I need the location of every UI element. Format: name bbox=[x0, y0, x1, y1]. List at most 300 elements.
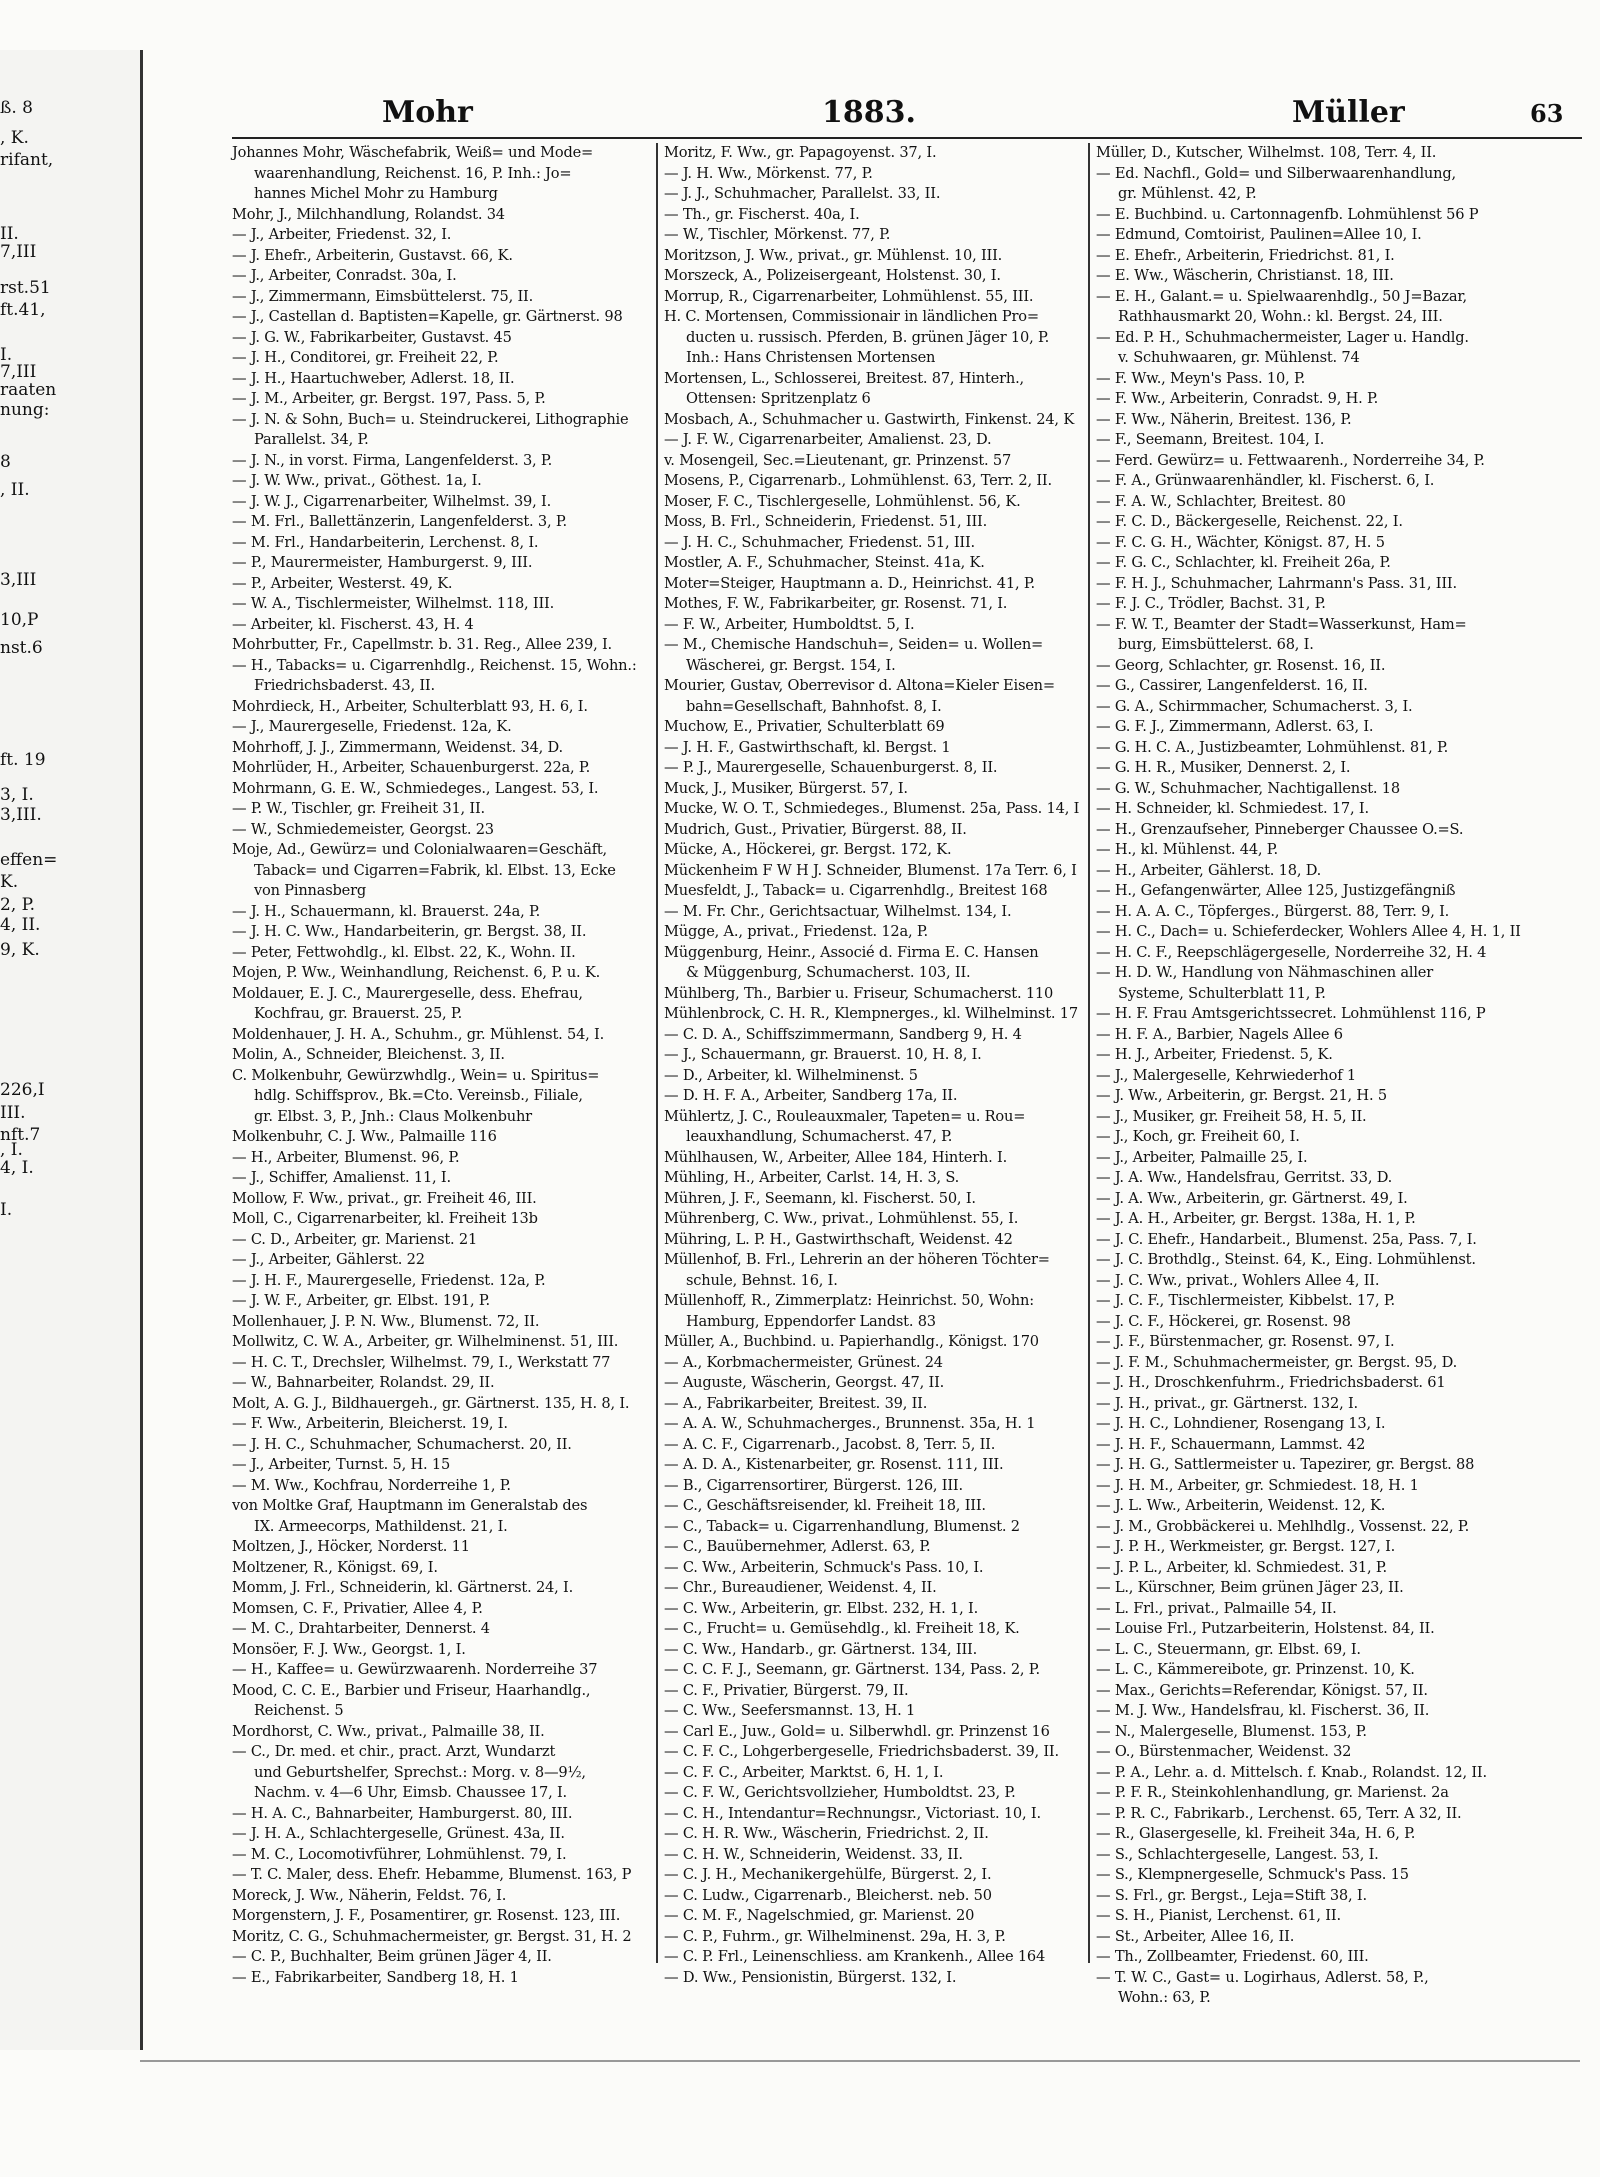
directory-entry: — J. H. A., Schlachtergeselle, Grünest. 43a, II. bbox=[232, 1825, 565, 1842]
directory-entry: — C., Dr. med. et chir., pract. Arzt, Wundarzt bbox=[232, 1743, 556, 1760]
directory-entry: — C., Taback= u. Cigarrenhandlung, Blumenst. 2 bbox=[664, 1517, 1020, 1535]
directory-entry: — C. Ww., Arbeiterin, gr. Elbst. 232, H. 1, I. bbox=[664, 1599, 979, 1617]
directory-entry: Mostler, A. F., Schuhmacher, Steinst. 41a, K. bbox=[664, 554, 985, 571]
directory-entry: — J. H. M., Arbeiter, gr. Schmiedest. 18, H. 1 bbox=[1096, 1476, 1419, 1494]
directory-entry: — N., Malergeselle, Blumenst. 153, P. bbox=[1096, 1722, 1367, 1740]
directory-entry: — M. Frl., Ballettänzerin, Langenfelderst. 3, P. bbox=[232, 513, 567, 530]
margin-fragment: nft.7 bbox=[0, 1125, 41, 1145]
directory-entry: — St., Arbeiter, Allee 16, II. bbox=[1096, 1927, 1295, 1945]
directory-entry: — G., Cassirer, Langenfelderst. 16, II. bbox=[1096, 677, 1368, 694]
directory-entry: Mohrmann, G. E. W., Schmiedeges., Langest. 53, I. bbox=[232, 779, 599, 797]
directory-entry: — J. H., Schauermann, kl. Brauerst. 24a, P. bbox=[232, 902, 541, 920]
directory-entry: Moll, C., Cigarrenarbeiter, kl. Freiheit 13b bbox=[232, 1210, 538, 1227]
directory-entry: — G. H. R., Musiker, Dennerst. 2, I. bbox=[1096, 759, 1351, 776]
directory-entry: — Ferd. Gewürz= u. Fettwaarenh., Norderreihe 34, P. bbox=[1096, 451, 1485, 469]
directory-entry: — J., Arbeiter, Gählerst. 22 bbox=[232, 1251, 425, 1268]
directory-entry: — W., Bahnarbeiter, Rolandst. 29, II. bbox=[232, 1374, 495, 1391]
directory-entry: Mohrbutter, Fr., Capellmstr. b. 31. Reg., Allee 239, I. bbox=[232, 636, 612, 653]
directory-entry: Mücke, A., Höckerei, gr. Bergst. 172, K. bbox=[664, 841, 952, 858]
directory-entry: — W., Tischler, Mörkenst. 77, P. bbox=[664, 226, 891, 243]
margin-fragment: 3, I. bbox=[0, 785, 34, 805]
directory-entry: — J., Castellan d. Baptisten=Kapelle, gr. Gärtnerst. 98 bbox=[232, 308, 623, 325]
margin-fragment: 8 bbox=[0, 452, 11, 472]
entry-continuation: gr. Elbst. 3, P., Jnh.: Claus Molkenbuhr bbox=[254, 1107, 532, 1125]
page-bottom-edge bbox=[140, 2060, 1580, 2062]
directory-entry: — C., Frucht= u. Gemüsehdlg., kl. Freiheit 18, K. bbox=[664, 1620, 1020, 1637]
margin-fragment: rst.51 bbox=[0, 278, 51, 298]
directory-entry: Momsen, C. F., Privatier, Allee 4, P. bbox=[232, 1599, 483, 1617]
directory-entry: — F. H. J., Schuhmacher, Lahrmann's Pass. 31, III. bbox=[1096, 574, 1457, 592]
directory-entry: — C. F. C., Arbeiter, Marktst. 6, H. 1, I. bbox=[664, 1763, 944, 1781]
directory-entry: Müggenburg, Heinr., Associé d. Firma E. C. Hansen bbox=[664, 943, 1039, 961]
directory-entry: — J., Schauermann, gr. Brauerst. 10, H. 8, I. bbox=[664, 1046, 982, 1063]
entry-continuation: gr. Mühlenst. 42, P. bbox=[1118, 185, 1257, 202]
page-number: 63 bbox=[1530, 99, 1564, 128]
directory-entry: — F., Seemann, Breitest. 104, I. bbox=[1096, 431, 1325, 448]
margin-fragment: 9, K. bbox=[0, 940, 40, 960]
header-rule bbox=[232, 137, 1582, 139]
directory-entry: — Carl E., Juw., Gold= u. Silberwhdl. gr. Prinzenst 16 bbox=[664, 1722, 1050, 1740]
directory-entry: — Th., Zollbeamter, Friedenst. 60, III. bbox=[1096, 1948, 1369, 1965]
directory-entry: — J. H. F., Maurergeselle, Friedenst. 12a, P. bbox=[232, 1271, 546, 1289]
entry-continuation: bahn=Gesellschaft, Bahnhofst. 8, I. bbox=[686, 697, 942, 715]
directory-entry: — S. Frl., gr. Bergst., Leja=Stift 38, I. bbox=[1096, 1886, 1367, 1904]
header-year: 1883. bbox=[822, 95, 916, 130]
directory-entry: — J. H. G., Sattlermeister u. Tapezirer, gr. Bergst. 88 bbox=[1096, 1456, 1475, 1473]
directory-entry: — E., Fabrikarbeiter, Sandberg 18, H. 1 bbox=[232, 1968, 519, 1986]
directory-entry: Mügge, A., privat., Friedenst. 12a, P. bbox=[664, 923, 928, 940]
directory-entry: Mood, C. C. E., Barbier und Friseur, Haarhandlg., bbox=[232, 1681, 591, 1699]
directory-entry: Mohrlüder, H., Arbeiter, Schauenburgerst. 22a, P. bbox=[232, 759, 591, 776]
directory-entry: — A., Fabrikarbeiter, Breitest. 39, II. bbox=[664, 1394, 928, 1412]
directory-entry: Moritz, C. G., Schuhmachermeister, gr. Bergst. 31, H. 2 bbox=[232, 1927, 632, 1945]
directory-entry: — W. A., Tischlermeister, Wilhelmst. 118, III. bbox=[232, 595, 555, 612]
directory-entry: — J., Malergeselle, Kehrwiederhof 1 bbox=[1096, 1066, 1356, 1084]
directory-entry: — C. M. F., Nagelschmied, gr. Marienst. 20 bbox=[664, 1907, 975, 1924]
directory-entry: — M. J. Ww., Handelsfrau, kl. Fischerst. 36, II. bbox=[1096, 1702, 1430, 1719]
directory-entry: Morrup, R., Cigarrenarbeiter, Lohmühlenst. 55, III. bbox=[664, 287, 1034, 305]
directory-entry: Mückenheim F W H J. Schneider, Blumenst. 17a Terr. 6, I bbox=[664, 861, 1077, 879]
entry-continuation: burg, Eimsbüttelerst. 68, I. bbox=[1118, 636, 1314, 653]
directory-entry: Müller, D., Kutscher, Wilhelmst. 108, Terr. 4, II. bbox=[1096, 144, 1437, 161]
entry-continuation: Wohn.: 63, P. bbox=[1118, 1989, 1211, 2006]
margin-fragment: 7,III bbox=[0, 242, 37, 262]
header-left-keyword: Mohr bbox=[382, 95, 473, 130]
directory-entry: — J., Musiker, gr. Freiheit 58, H. 5, II. bbox=[1096, 1107, 1367, 1125]
directory-entry: — G. A., Schirmmacher, Schumacherst. 3, I. bbox=[1096, 697, 1413, 715]
directory-entry: — A. D. A., Kistenarbeiter, gr. Rosenst. 111, III. bbox=[664, 1456, 1004, 1473]
directory-entry: — J. H. F., Schauermann, Lammst. 42 bbox=[1096, 1435, 1366, 1453]
directory-entry: — J. F. W., Cigarrenarbeiter, Amalienst. 23, D. bbox=[664, 431, 992, 448]
directory-entry: — J. C. F., Tischlermeister, Kibbelst. 17, P. bbox=[1096, 1292, 1395, 1309]
directory-entry: — C. P. Frl., Leinenschliess. am Krankenh., Allee 164 bbox=[664, 1948, 1046, 1965]
directory-entry: — F. W. T., Beamter der Stadt=Wasserkunst, Ham= bbox=[1096, 615, 1467, 633]
directory-entry: — Chr., Bureaudiener, Weidenst. 4, II. bbox=[664, 1579, 937, 1596]
directory-entry: — J. P. H., Werkmeister, gr. Bergst. 127, I. bbox=[1096, 1538, 1396, 1555]
directory-entry: — H. D. W., Handlung von Nähmaschinen aller bbox=[1096, 964, 1434, 981]
directory-entry: Moritz, F. Ww., gr. Papagoyenst. 37, I. bbox=[664, 144, 937, 161]
directory-entry: — F. Ww., Näherin, Breitest. 136, P. bbox=[1096, 410, 1352, 428]
directory-entry: Morszeck, A., Polizeisergeant, Holstenst. 30, I. bbox=[664, 267, 1001, 284]
directory-entry: — J. H., Haartuchweber, Adlerst. 18, II. bbox=[232, 369, 515, 387]
directory-entry: — J. W. J., Cigarrenarbeiter, Wilhelmst. 39, I. bbox=[232, 492, 552, 510]
directory-entry: — G. W., Schuhmacher, Nachtigallenst. 18 bbox=[1096, 779, 1400, 797]
directory-entry: — J. A. Ww., Handelsfrau, Gerritst. 33, D. bbox=[1096, 1169, 1393, 1186]
directory-entry: — F. W., Arbeiter, Humboldtst. 5, I. bbox=[664, 615, 915, 633]
entry-continuation: Taback= und Cigarren=Fabrik, kl. Elbst. 13, Ecke bbox=[254, 861, 616, 879]
directory-entry: — H., Kaffee= u. Gewürzwaarenh. Norderreihe 37 bbox=[232, 1661, 598, 1678]
entry-continuation: und Geburtshelfer, Sprechst.: Morg. v. 8—9½, bbox=[254, 1763, 586, 1781]
directory-entry: — M., Chemische Handschuh=, Seiden= u. Wollen= bbox=[664, 636, 1044, 653]
directory-entry: Moreck, J. Ww., Näherin, Feldst. 76, I. bbox=[232, 1886, 507, 1904]
margin-fragment: 4, II. bbox=[0, 915, 41, 935]
directory-entry: — J. F. M., Schuhmachermeister, gr. Bergst. 95, D. bbox=[1096, 1353, 1458, 1371]
directory-entry: — J. W. F., Arbeiter, gr. Elbst. 191, P. bbox=[232, 1292, 490, 1309]
directory-entry: — B., Cigarrensortirer, Bürgerst. 126, III. bbox=[664, 1476, 963, 1494]
margin-fragment: 2, P. bbox=[0, 895, 36, 915]
directory-entry: — H. F. Frau Amtsgerichtssecret. Lohmühlenst 116, P bbox=[1096, 1005, 1486, 1022]
directory-entry: — C. F. C., Lohgerbergeselle, Friedrichsbaderst. 39, II. bbox=[664, 1743, 1059, 1760]
directory-entry: — C. D., Arbeiter, gr. Marienst. 21 bbox=[232, 1230, 478, 1248]
directory-entry: Muesfeldt, J., Taback= u. Cigarrenhdlg., Breitest 168 bbox=[664, 882, 1048, 899]
directory-entry: — H. C. T., Drechsler, Wilhelmst. 79, I., Werkstatt 77 bbox=[232, 1353, 611, 1371]
directory-entry: — J. H., Droschkenfuhrm., Friedrichsbaderst. 61 bbox=[1096, 1374, 1446, 1391]
directory-entry: — C., Bauübernehmer, Adlerst. 63, P. bbox=[664, 1538, 931, 1555]
directory-entry: — J. L. Ww., Arbeiterin, Weidenst. 12, K. bbox=[1096, 1497, 1386, 1514]
directory-entry: — H. J., Arbeiter, Friedenst. 5, K. bbox=[1096, 1046, 1333, 1063]
directory-entry: Mollwitz, C. W. A., Arbeiter, gr. Wilhelminenst. 51, III. bbox=[232, 1333, 619, 1350]
directory-entry: Moss, B. Frl., Schneiderin, Friedenst. 51, III. bbox=[664, 513, 988, 530]
directory-entry: Mühlhausen, W., Arbeiter, Allee 184, Hinterh. I. bbox=[664, 1148, 1008, 1166]
margin-fragment: K. bbox=[0, 872, 19, 892]
margin-fragment: I. bbox=[0, 1200, 13, 1220]
directory-entry: Molin, A., Schneider, Bleichenst. 3, II. bbox=[232, 1046, 505, 1063]
margin-fragment: I. bbox=[0, 345, 13, 365]
directory-entry: — A., Korbmachermeister, Grünest. 24 bbox=[664, 1353, 943, 1371]
directory-entry: — J. G. W., Fabrikarbeiter, Gustavst. 45 bbox=[232, 328, 512, 346]
directory-entry: — F. A., Grünwaarenhändler, kl. Fischerst. 6, I. bbox=[1096, 472, 1435, 489]
entry-continuation: Kochfrau, gr. Brauerst. 25, P. bbox=[254, 1005, 463, 1022]
directory-entry: — J. H. Ww., Mörkenst. 77, P. bbox=[664, 164, 873, 182]
directory-entry: — M. Ww., Kochfrau, Norderreihe 1, P. bbox=[232, 1476, 511, 1494]
directory-entry: — C. D. A., Schiffszimmermann, Sandberg 9, H. 4 bbox=[664, 1025, 1022, 1043]
directory-entry: Morgenstern, J. F., Posamentirer, gr. Rosenst. 123, III. bbox=[232, 1907, 621, 1924]
directory-entry: — C. P., Buchhalter, Beim grünen Jäger 4, II. bbox=[232, 1948, 552, 1965]
directory-entry: Mudrich, Gust., Privatier, Bürgerst. 88, II. bbox=[664, 820, 967, 838]
directory-entry: Mothes, F. W., Fabrikarbeiter, gr. Rosenst. 71, I. bbox=[664, 595, 1008, 612]
directory-entry: — J. J., Schuhmacher, Parallelst. 33, II. bbox=[664, 185, 941, 202]
directory-entry: — Louise Frl., Putzarbeiterin, Holstenst. 84, II. bbox=[1096, 1620, 1435, 1637]
directory-entry: — C. Ludw., Cigarrenarb., Bleicherst. neb. 50 bbox=[664, 1886, 992, 1904]
directory-entry: — F. C. D., Bäckergeselle, Reichenst. 22, I. bbox=[1096, 513, 1403, 530]
directory-entry: — C. H. R. Ww., Wäscherin, Friedrichst. 2, II. bbox=[664, 1825, 989, 1842]
directory-entry: — Edmund, Comtoirist, Paulinen=Allee 10, I. bbox=[1096, 226, 1422, 243]
directory-entry: — S., Klempnergeselle, Schmuck's Pass. 15 bbox=[1096, 1866, 1409, 1883]
entry-continuation: schule, Behnst. 16, I. bbox=[686, 1271, 838, 1289]
entry-continuation: Inh.: Hans Christensen Mortensen bbox=[686, 349, 936, 366]
directory-entry: — C. H. W., Schneiderin, Weidenst. 33, II. bbox=[664, 1845, 963, 1863]
margin-fragment: nung: bbox=[0, 400, 50, 420]
entry-continuation: IX. Armeecorps, Mathildenst. 21, I. bbox=[254, 1517, 508, 1535]
directory-entry: — E. Buchbind. u. Cartonnagenfb. Lohmühlenst 56 P bbox=[1096, 205, 1479, 223]
directory-entry: — J. C. F., Höckerei, gr. Rosenst. 98 bbox=[1096, 1312, 1351, 1330]
directory-entry: Molt, A. G. J., Bildhauergeh., gr. Gärtnerst. 135, H. 8, I. bbox=[232, 1394, 630, 1412]
directory-entry: Moje, Ad., Gewürz= und Colonialwaaren=Geschäft, bbox=[232, 841, 607, 858]
directory-entry: — H., Arbeiter, Blumenst. 96, P. bbox=[232, 1148, 460, 1166]
directory-entry: — J. W. Ww., privat., Göthest. 1a, I. bbox=[232, 472, 482, 489]
column-divider bbox=[1088, 143, 1090, 1963]
directory-entry: Moser, F. C., Tischlergeselle, Lohmühlenst. 56, K. bbox=[664, 492, 1021, 510]
directory-entry: — O., Bürstenmacher, Weidenst. 32 bbox=[1096, 1743, 1352, 1760]
entry-column-1 bbox=[232, 143, 650, 1986]
directory-entry: — Ed. P. H., Schuhmachermeister, Lager u. Handlg. bbox=[1096, 328, 1469, 346]
entry-continuation: Friedrichsbaderst. 43, II. bbox=[254, 677, 435, 694]
directory-entry: — S. H., Pianist, Lerchenst. 61, II. bbox=[1096, 1907, 1341, 1924]
directory-entry: Mühlberg, Th., Barbier u. Friseur, Schumacherst. 110 bbox=[664, 984, 1054, 1002]
page-header bbox=[232, 95, 1582, 135]
directory-entry: — P. J., Maurergeselle, Schauenburgerst. 8, II. bbox=[664, 759, 998, 776]
directory-entry: — C. Ww., Arbeiterin, Schmuck's Pass. 10, I. bbox=[664, 1558, 984, 1576]
directory-entry: — P. W., Tischler, gr. Freiheit 31, II. bbox=[232, 800, 485, 817]
directory-entry: — H. Schneider, kl. Schmiedest. 17, I. bbox=[1096, 800, 1369, 817]
margin-fragment: III. bbox=[0, 1103, 26, 1123]
directory-entry: — H. A. C., Bahnarbeiter, Hamburgerst. 80, III. bbox=[232, 1804, 573, 1822]
column-divider bbox=[656, 143, 658, 1963]
entry-continuation: leauxhandlung, Schumacherst. 47, P. bbox=[686, 1128, 953, 1145]
directory-entry: — C. Ww., Handarb., gr. Gärtnerst. 134, III. bbox=[664, 1640, 978, 1658]
directory-entry: — D., Arbeiter, kl. Wilhelminenst. 5 bbox=[664, 1066, 918, 1084]
directory-entry: — F. A. W., Schlachter, Breitest. 80 bbox=[1096, 492, 1346, 510]
directory-entry: — J. C. Ww., privat., Wohlers Allee 4, II. bbox=[1096, 1271, 1380, 1289]
entry-continuation: Hamburg, Eppendorfer Landst. 83 bbox=[686, 1312, 936, 1330]
directory-entry: — J. P. L., Arbeiter, kl. Schmiedest. 31, P. bbox=[1096, 1558, 1387, 1576]
directory-entry: — P., Arbeiter, Westerst. 49, K. bbox=[232, 574, 453, 592]
directory-entry: C. Molkenbuhr, Gewürzwhdlg., Wein= u. Spiritus= bbox=[232, 1066, 600, 1084]
directory-entry: Momm, J. Frl., Schneiderin, kl. Gärtnerst. 24, I. bbox=[232, 1579, 574, 1596]
directory-entry: — F. Ww., Arbeiterin, Conradst. 9, H. P. bbox=[1096, 390, 1379, 407]
margin-fragment: 10,P bbox=[0, 610, 39, 630]
margin-fragment: ß. 8 bbox=[0, 98, 33, 118]
directory-entry: Mourier, Gustav, Oberrevisor d. Altona=Kieler Eisen= bbox=[664, 677, 1055, 694]
directory-entry: — P. A., Lehr. a. d. Mittelsch. f. Knab., Rolandst. 12, II. bbox=[1096, 1763, 1487, 1781]
directory-entry: — J. A. Ww., Arbeiterin, gr. Gärtnerst. 49, I. bbox=[1096, 1189, 1408, 1207]
directory-entry: — J. H., Conditorei, gr. Freiheit 22, P. bbox=[232, 349, 499, 366]
entry-continuation: waarenhandlung, Reichenst. 16, P. Inh.: Jo= bbox=[254, 164, 572, 182]
directory-entry: — G. H. C. A., Justizbeamter, Lohmühlenst. 81, P. bbox=[1096, 738, 1449, 756]
directory-entry: — C. F. W., Gerichtsvollzieher, Humboldtst. 23, P. bbox=[664, 1784, 1016, 1801]
directory-entry: — J., Schiffer, Amalienst. 11, I. bbox=[232, 1169, 451, 1186]
entry-continuation: hdlg. Schiffsprov., Bk.=Cto. Vereinsb., Filiale, bbox=[254, 1087, 583, 1104]
directory-entry: — M. C., Locomotivführer, Lohmühlenst. 79, I. bbox=[232, 1845, 567, 1863]
directory-entry: — M. C., Drahtarbeiter, Dennerst. 4 bbox=[232, 1620, 490, 1637]
margin-fragment: 4, I. bbox=[0, 1158, 34, 1178]
margin-fragment: 7,III bbox=[0, 362, 37, 382]
directory-entry: — J. C. Ehefr., Handarbeit., Blumenst. 25a, Pass. 7, I. bbox=[1096, 1230, 1477, 1248]
margin-fragment: , II. bbox=[0, 480, 30, 500]
directory-entry: Mührenberg, C. Ww., privat., Lohmühlenst. 55, I. bbox=[664, 1210, 1019, 1227]
directory-entry: — A. C. F., Cigarrenarb., Jacobst. 8, Terr. 5, II. bbox=[664, 1435, 996, 1453]
directory-entry: — C. P., Fuhrm., gr. Wilhelminenst. 29a, H. 3, P. bbox=[664, 1927, 1006, 1945]
directory-entry: — F. C. G. H., Wächter, Königst. 87, H. 5 bbox=[1096, 533, 1385, 551]
directory-entry: — G. F. J., Zimmermann, Adlerst. 63, I. bbox=[1096, 718, 1374, 735]
directory-entry: — T. C. Maler, dess. Ehefr. Hebamme, Blumenst. 163, P bbox=[232, 1866, 632, 1883]
directory-entry: Moter=Steiger, Hauptmann a. D., Heinrichst. 41, P. bbox=[664, 574, 1035, 592]
directory-entry: — M. Frl., Handarbeiterin, Lerchenst. 8, I. bbox=[232, 533, 539, 551]
entry-continuation: hannes Michel Mohr zu Hamburg bbox=[254, 185, 498, 202]
directory-entry: — J. H. C., Schuhmacher, Friedenst. 51, III. bbox=[664, 533, 975, 551]
directory-entry: Mollenhauer, J. P. N. Ww., Blumenst. 72, II. bbox=[232, 1312, 540, 1330]
directory-entry: — R., Glasergeselle, kl. Freiheit 34a, H. 6, P. bbox=[1096, 1825, 1416, 1842]
margin-fragment: 226,I bbox=[0, 1080, 45, 1100]
header-right-keyword: Müller bbox=[1292, 95, 1405, 130]
directory-page bbox=[232, 95, 1582, 2055]
directory-entry: Müllenhoff, R., Zimmerplatz: Heinrichst. 50, Wohn: bbox=[664, 1292, 1034, 1309]
directory-entry: Mucke, W. O. T., Schmiedeges., Blumenst. 25a, Pass. 14, I bbox=[664, 800, 1080, 817]
entry-continuation: Reichenst. 5 bbox=[254, 1702, 344, 1719]
directory-entry: — F. J. C., Trödler, Bachst. 31, P. bbox=[1096, 595, 1326, 612]
margin-fragment: , I. bbox=[0, 1140, 23, 1160]
margin-fragment: ft. 19 bbox=[0, 750, 46, 770]
directory-entry: Mohrdieck, H., Arbeiter, Schulterblatt 93, H. 6, I. bbox=[232, 697, 588, 715]
directory-entry: Mühling, H., Arbeiter, Carlst. 14, H. 3, S. bbox=[664, 1169, 960, 1186]
directory-entry: Mordhorst, C. Ww., privat., Palmaille 38, II. bbox=[232, 1722, 545, 1740]
directory-entry: H. C. Mortensen, Commissionair in ländlichen Pro= bbox=[664, 308, 1039, 325]
directory-entry: — H. F. A., Barbier, Nagels Allee 6 bbox=[1096, 1025, 1343, 1043]
directory-entry: Moritzson, J. Ww., privat., gr. Mühlenst. 10, III. bbox=[664, 246, 1003, 264]
directory-entry: Moldenhauer, J. H. A., Schuhm., gr. Mühlenst. 54, I. bbox=[232, 1025, 605, 1043]
directory-entry: — J. H. C. Ww., Handarbeiterin, gr. Bergst. 38, II. bbox=[232, 923, 587, 940]
directory-entry: — Peter, Fettwohdlg., kl. Elbst. 22, K., Wohn. II. bbox=[232, 943, 576, 961]
directory-entry: — J. A. H., Arbeiter, gr. Bergst. 138a, H. 1, P. bbox=[1096, 1210, 1416, 1227]
entry-continuation: v. Schuhwaaren, gr. Mühlenst. 74 bbox=[1118, 349, 1360, 366]
directory-entry: — C. C. F. J., Seemann, gr. Gärtnerst. 134, Pass. 2, P. bbox=[664, 1661, 1040, 1678]
directory-entry: — T. W. C., Gast= u. Logirhaus, Adlerst. 58, P., bbox=[1096, 1968, 1429, 1986]
directory-entry: — E. H., Galant.= u. Spielwaarenhdlg., 50 J=Bazar, bbox=[1096, 287, 1467, 305]
directory-entry: — J. Ww., Arbeiterin, gr. Bergst. 21, H. 5 bbox=[1096, 1087, 1387, 1104]
directory-entry: — J., Koch, gr. Freiheit 60, I. bbox=[1096, 1128, 1300, 1145]
entry-column-3 bbox=[1096, 143, 1566, 2006]
directory-entry: — L. C., Steuermann, gr. Elbst. 69, I. bbox=[1096, 1640, 1361, 1658]
directory-entry: — P. R. C., Fabrikarb., Lerchenst. 65, Terr. A 32, II. bbox=[1096, 1804, 1462, 1822]
directory-entry: — J., Arbeiter, Palmaille 25, I. bbox=[1096, 1148, 1308, 1166]
directory-entry: Mohr, J., Milchhandlung, Rolandst. 34 bbox=[232, 205, 505, 223]
directory-entry: — W., Schmiedemeister, Georgst. 23 bbox=[232, 820, 494, 838]
directory-entry: — C. J. H., Mechanikergehülfe, Bürgerst. 2, I. bbox=[664, 1866, 992, 1883]
directory-entry: — J., Arbeiter, Turnst. 5, H. 15 bbox=[232, 1456, 451, 1473]
directory-entry: Mühren, J. F., Seemann, kl. Fischerst. 50, I. bbox=[664, 1189, 976, 1207]
margin-fragment: 3,III. bbox=[0, 805, 42, 825]
directory-entry: Mortensen, L., Schlosserei, Breitest. 87, Hinterh., bbox=[664, 369, 1024, 387]
directory-entry: — M. Fr. Chr., Gerichtsactuar, Wilhelmst. 134, I. bbox=[664, 902, 1012, 920]
directory-entry: Mohrhoff, J. J., Zimmermann, Weidenst. 34, D. bbox=[232, 738, 563, 756]
directory-entry: — H., kl. Mühlenst. 44, P. bbox=[1096, 841, 1278, 858]
directory-entry: — L. C., Kämmereibote, gr. Prinzenst. 10, K. bbox=[1096, 1661, 1415, 1678]
directory-entry: Muchow, E., Privatier, Schulterblatt 69 bbox=[664, 718, 945, 735]
directory-entry: — L., Kürschner, Beim grünen Jäger 23, II. bbox=[1096, 1579, 1404, 1596]
directory-entry: — J. M., Arbeiter, gr. Bergst. 197, Pass. 5, P. bbox=[232, 390, 546, 407]
directory-entry: — J., Arbeiter, Conradst. 30a, I. bbox=[232, 267, 457, 284]
directory-entry: — H., Tabacks= u. Cigarrenhdlg., Reichenst. 15, Wohn.: bbox=[232, 656, 637, 674]
directory-entry: Mojen, P. Ww., Weinhandlung, Reichenst. 6, P. u. K. bbox=[232, 964, 601, 981]
directory-entry: — J. H. F., Gastwirthschaft, kl. Bergst. 1 bbox=[664, 738, 951, 756]
directory-entry: Mühlenbrock, C. H. R., Klempnerges., kl. Wilhelminst. 17 bbox=[664, 1005, 1078, 1022]
directory-entry: Molkenbuhr, C. J. Ww., Palmaille 116 bbox=[232, 1128, 497, 1145]
directory-entry: — J., Maurergeselle, Friedenst. 12a, K. bbox=[232, 718, 512, 735]
directory-entry: — J. Ehefr., Arbeiterin, Gustavst. 66, K. bbox=[232, 246, 513, 264]
margin-fragment: raaten bbox=[0, 380, 57, 400]
directory-entry: — Georg, Schlachter, gr. Rosenst. 16, II. bbox=[1096, 656, 1386, 674]
directory-entry: — L. Frl., privat., Palmaille 54, II. bbox=[1096, 1599, 1337, 1617]
directory-entry: — H. C., Dach= u. Schieferdecker, Wohlers Allee 4, H. 1, II bbox=[1096, 923, 1521, 940]
directory-entry: — J. H., privat., gr. Gärtnerst. 132, I. bbox=[1096, 1394, 1358, 1412]
directory-entry: — F. G. C., Schlachter, kl. Freiheit 26a, P. bbox=[1096, 554, 1391, 571]
directory-entry: — P., Maurermeister, Hamburgerst. 9, III. bbox=[232, 554, 533, 571]
margin-fragment: , K. bbox=[0, 128, 29, 148]
directory-entry: — E. Ehefr., Arbeiterin, Friedrichst. 81, I. bbox=[1096, 246, 1395, 264]
directory-entry: — J. H. C., Schuhmacher, Schumacherst. 20, II. bbox=[232, 1435, 572, 1453]
margin-fragment: rifant, bbox=[0, 150, 54, 170]
directory-entry: — P. F. R., Steinkohlenhandlung, gr. Marienst. 2a bbox=[1096, 1784, 1449, 1801]
directory-entry: Mosbach, A., Schuhmacher u. Gastwirth, Finkenst. 24, K bbox=[664, 410, 1075, 428]
directory-entry: Mollow, F. Ww., privat., gr. Freiheit 46, III. bbox=[232, 1189, 537, 1207]
entry-continuation: ducten u. russisch. Pferden, B. grünen Jäger 10, P. bbox=[686, 328, 1050, 346]
directory-entry: — Ed. Nachfl., Gold= und Silberwaarenhandlung, bbox=[1096, 164, 1456, 182]
directory-entry: — C. Ww., Seefersmannst. 13, H. 1 bbox=[664, 1702, 916, 1719]
directory-entry: — H., Grenzaufseher, Pinneberger Chaussee O.=S. bbox=[1096, 820, 1464, 838]
directory-entry: — H. A. A. C., Töpferges., Bürgerst. 88, Terr. 9, I. bbox=[1096, 902, 1450, 920]
directory-entry: von Moltke Graf, Hauptmann im Generalstab des bbox=[232, 1497, 588, 1514]
entry-continuation: Wäscherei, gr. Bergst. 154, I. bbox=[686, 656, 896, 674]
directory-entry: — E. Ww., Wäscherin, Christianst. 18, III. bbox=[1096, 267, 1394, 284]
directory-entry: — S., Schlachtergeselle, Langest. 53, I. bbox=[1096, 1845, 1379, 1863]
directory-entry: Moltzener, R., Königst. 69, I. bbox=[232, 1558, 438, 1576]
directory-entry: — H. C. F., Reepschlägergeselle, Norderreihe 32, H. 4 bbox=[1096, 943, 1487, 961]
directory-entry: Mosens, P., Cigarrenarb., Lohmühlenst. 63, Terr. 2, II. bbox=[664, 472, 1052, 489]
directory-entry: — D. Ww., Pensionistin, Bürgerst. 132, I. bbox=[664, 1968, 957, 1986]
entry-continuation: Ottensen: Spritzenplatz 6 bbox=[686, 390, 871, 407]
directory-entry: — J. N., in vorst. Firma, Langenfelderst. 3, P. bbox=[232, 451, 553, 469]
entry-continuation: Rathhausmarkt 20, Wohn.: kl. Bergst. 24, III. bbox=[1118, 308, 1443, 325]
entry-continuation: Systeme, Schulterblatt 11, P. bbox=[1118, 984, 1326, 1002]
directory-entry: — Max., Gerichts=Referendar, Königst. 57, II. bbox=[1096, 1681, 1428, 1699]
directory-entry: Mühlertz, J. C., Rouleauxmaler, Tapeten= u. Rou= bbox=[664, 1107, 1026, 1125]
entry-continuation: Nachm. v. 4—6 Uhr, Eimsb. Chaussee 17, I. bbox=[254, 1784, 567, 1801]
directory-entry: — J., Arbeiter, Friedenst. 32, I. bbox=[232, 226, 452, 243]
directory-entry: Johannes Mohr, Wäschefabrik, Weiß= und Mode= bbox=[232, 144, 594, 161]
directory-entry: — J., Zimmermann, Eimsbüttelerst. 75, II. bbox=[232, 287, 534, 305]
margin-fragment: effen= bbox=[0, 850, 58, 870]
previous-page-edge bbox=[0, 50, 143, 2050]
directory-entry: — J. C. Brothdlg., Steinst. 64, K., Eing. Lohmühlenst. bbox=[1096, 1251, 1476, 1268]
directory-entry: Mühring, L. P. H., Gastwirthschaft, Weidenst. 42 bbox=[664, 1230, 1013, 1248]
entry-column-2 bbox=[664, 143, 1082, 1986]
directory-entry: — D. H. F. A., Arbeiter, Sandberg 17a, II. bbox=[664, 1087, 958, 1104]
directory-entry: — Auguste, Wäscherin, Georgst. 47, II. bbox=[664, 1374, 945, 1391]
directory-entry: — J. H. C., Lohndiener, Rosengang 13, I. bbox=[1096, 1415, 1386, 1432]
margin-fragment: ft.41, bbox=[0, 300, 46, 320]
directory-entry: — Th., gr. Fischerst. 40a, I. bbox=[664, 205, 860, 223]
directory-entry: v. Mosengeil, Sec.=Lieutenant, gr. Prinzenst. 57 bbox=[664, 451, 1012, 469]
directory-entry: Muck, J., Musiker, Bürgerst. 57, I. bbox=[664, 779, 908, 797]
directory-entry: — J. F., Bürstenmacher, gr. Rosenst. 97, I. bbox=[1096, 1333, 1395, 1350]
directory-entry: — C. F., Privatier, Bürgerst. 79, II. bbox=[664, 1681, 909, 1699]
directory-entry: — H., Arbeiter, Gählerst. 18, D. bbox=[1096, 861, 1322, 879]
directory-entry: Moltzen, J., Höcker, Norderst. 11 bbox=[232, 1538, 470, 1555]
directory-entry: — H., Gefangenwärter, Allee 125, Justizgefängniß bbox=[1096, 882, 1456, 899]
directory-entry: Müllenhof, B. Frl., Lehrerin an der höheren Töchter= bbox=[664, 1251, 1050, 1268]
margin-fragment: 3,III bbox=[0, 570, 37, 590]
directory-entry: — C. H., Intendantur=Rechnungsr., Victoriast. 10, I. bbox=[664, 1804, 1041, 1822]
